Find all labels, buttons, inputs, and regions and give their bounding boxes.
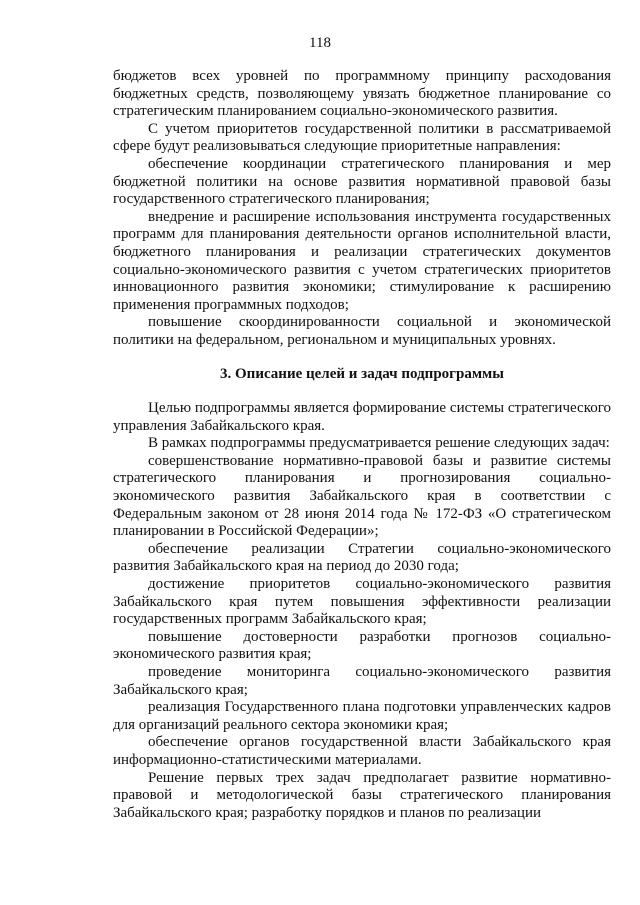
list-item: обеспечение реализации Стратегии социально-экономического развития Забайкальского края на период до 2030 года; — [113, 540, 611, 575]
list-item: достижение приоритетов социально-экономического развития Забайкальского края путем повышения эффективности реализации государственных программ Забайкальского края; — [113, 576, 611, 628]
paragraph: Целью подпрограммы является формирование системы стратегического управления Забайкальского края. — [113, 400, 611, 434]
list-item: реализация Государственного плана подготовки управленческих кадров для организаций реального сектора экономики края; — [113, 699, 611, 733]
list-item: обеспечение координации стратегического планирования и мер бюджетной политики на основе развития нормативной правовой базы государственного стратегического планирования; — [113, 155, 611, 208]
paragraph: С учетом приоритетов государственной политики в рассматриваемой сфере будут реализовываться следующие приоритетные направления: — [113, 120, 611, 155]
document-body — [113, 68, 611, 822]
paragraph: Решение первых трех задач предполагает развитие нормативно-правовой и методологической базы стратегического планирования Забайкальского края; разработку порядков и планов по реализации — [113, 769, 611, 821]
list-item: обеспечение органов государственной власти Забайкальского края информационно-статистическими материалами. — [113, 734, 611, 768]
paragraph: бюджетов всех уровней по программному принципу расходования бюджетных средств, позволяющему увязать бюджетное планирование со стратегическим планированием социально-экономического развития. — [113, 68, 611, 120]
list-item: внедрение и расширение использования инструмента государственных программ для планирования деятельности органов исполнительной власти, бюджетного планирования и реализации стратегических документов социально-экономического развития с учетом стратегических приоритетов инновационного развития экономики; стимулирование к расширению применения программных подходов; — [113, 208, 611, 313]
list-item: проведение мониторинга социально-экономического развития Забайкальского края; — [113, 664, 611, 698]
page-number: 118 — [309, 35, 331, 51]
section-heading: 3. Описание целей и задач подпрограммы — [220, 365, 504, 382]
paragraph: В рамках подпрограммы предусматривается решение следующих задач: — [148, 435, 610, 452]
list-item: повышение достоверности разработки прогнозов социально-экономического развития края; — [113, 628, 611, 663]
list-item: совершенствование нормативно-правовой базы и развитие системы стратегического планирования и прогнозирования социально-экономического развития Забайкальского края в соответствии с Федеральным законом от 28 июня 2014 года № 172-ФЗ «О стратегическом планировании в Российской Федерации»; — [113, 452, 611, 540]
list-item: повышение скоординированности социальной и экономической политики на федеральном, региональном и муниципальных уровнях. — [113, 314, 611, 348]
